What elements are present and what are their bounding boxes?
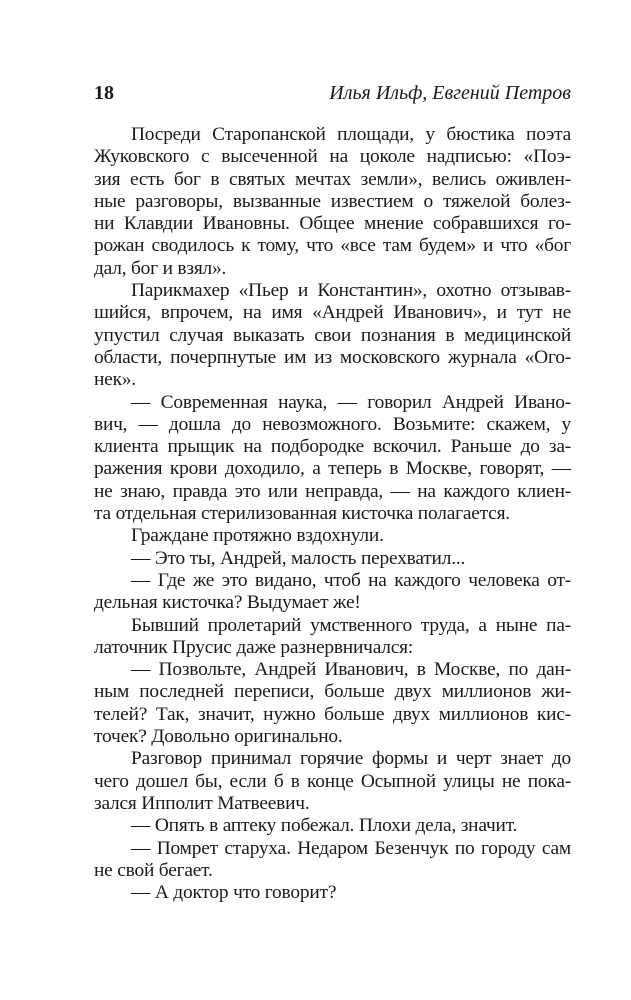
page-number: 18 bbox=[94, 82, 114, 104]
text-line: нек». bbox=[94, 369, 136, 391]
text-line: не свой бегает. bbox=[94, 859, 213, 881]
text-line: Граждане протяжно вздохнули. bbox=[131, 525, 384, 547]
text-line: ным последней переписи, больше двух миллионов жи- bbox=[94, 681, 571, 703]
text-line: латочник Прусис даже разнервничался: bbox=[94, 636, 414, 658]
text-line: зался Ипполит Матвеевич. bbox=[94, 792, 310, 814]
text-line: — Где же это видано, чтоб на каждого человека от- bbox=[131, 569, 571, 591]
text-line: не знаю, правда это или неправда, — на каждого клиен- bbox=[94, 480, 571, 502]
text-line: дельная кисточка? Выдумает же! bbox=[94, 592, 361, 614]
body-text bbox=[94, 124, 571, 904]
text-line: — Современная наука, — говорил Андрей Ивано- bbox=[131, 391, 571, 413]
text-line: клиента прыщик на подбородке вскочил. Раньше до за- bbox=[94, 436, 571, 458]
text-line: ные разговоры, вызванные известием о тяжелой болез- bbox=[94, 190, 571, 212]
text-line: Жуковского с высеченной на цоколе надписью: «Поэ- bbox=[94, 146, 571, 168]
text-line: вич, — дошла до невозможного. Возьмите: скажем, у bbox=[94, 413, 571, 435]
running-head bbox=[94, 82, 571, 112]
text-line: Бывший пролетарий умственного труда, а ныне па- bbox=[131, 614, 571, 636]
text-line: рожан сводилось к тому, что «все там будем» и что «бог bbox=[94, 235, 571, 257]
text-line: Разговор принимал горячие формы и черт знает до bbox=[131, 748, 571, 770]
text-line: ражения крови доходило, а теперь в Москве, говорят, — bbox=[94, 458, 571, 480]
text-line: дал, бог и взял». bbox=[94, 257, 227, 279]
text-line: чего дошел бы, если б в конце Осыпной улицы не пока- bbox=[94, 770, 571, 792]
text-line: — А доктор что говорит? bbox=[131, 882, 337, 904]
text-line: Посреди Старопанской площади, у бюстика поэта bbox=[131, 124, 571, 145]
text-line: Парикмахер «Пьер и Константин», охотно отзывав- bbox=[131, 280, 571, 302]
text-line: упустил случая выказать свои познания в медицинской bbox=[94, 324, 571, 346]
running-head-title: Илья Ильф, Евгений Петров bbox=[329, 82, 571, 104]
text-line: зия есть бог в святых мечтах земли», велись оживлен- bbox=[94, 168, 571, 190]
text-line: — Помрет старуха. Недаром Безенчук по городу сам bbox=[131, 837, 571, 859]
text-line: точек? Довольно оригинально. bbox=[94, 726, 343, 748]
text-line: шийся, впрочем, на имя «Андрей Иванович», и тут не bbox=[94, 302, 571, 324]
text-line: та отдельная стерилизованная кисточка полагается. bbox=[94, 503, 510, 525]
text-line: ни Клавдии Ивановны. Общее мнение собравшихся го- bbox=[94, 213, 571, 235]
text-line: — Позвольте, Андрей Иванович, в Москве, по дан- bbox=[131, 659, 571, 681]
text-line: — Это ты, Андрей, малость перехватил... bbox=[131, 547, 466, 569]
text-line: телей? Так, значит, нужно больше двух миллионов кис- bbox=[94, 703, 571, 725]
text-line: — Опять в аптеку побежал. Плохи дела, значит. bbox=[131, 815, 518, 837]
text-line: области, почерпнутые им из московского журнала «Ого- bbox=[94, 346, 571, 368]
